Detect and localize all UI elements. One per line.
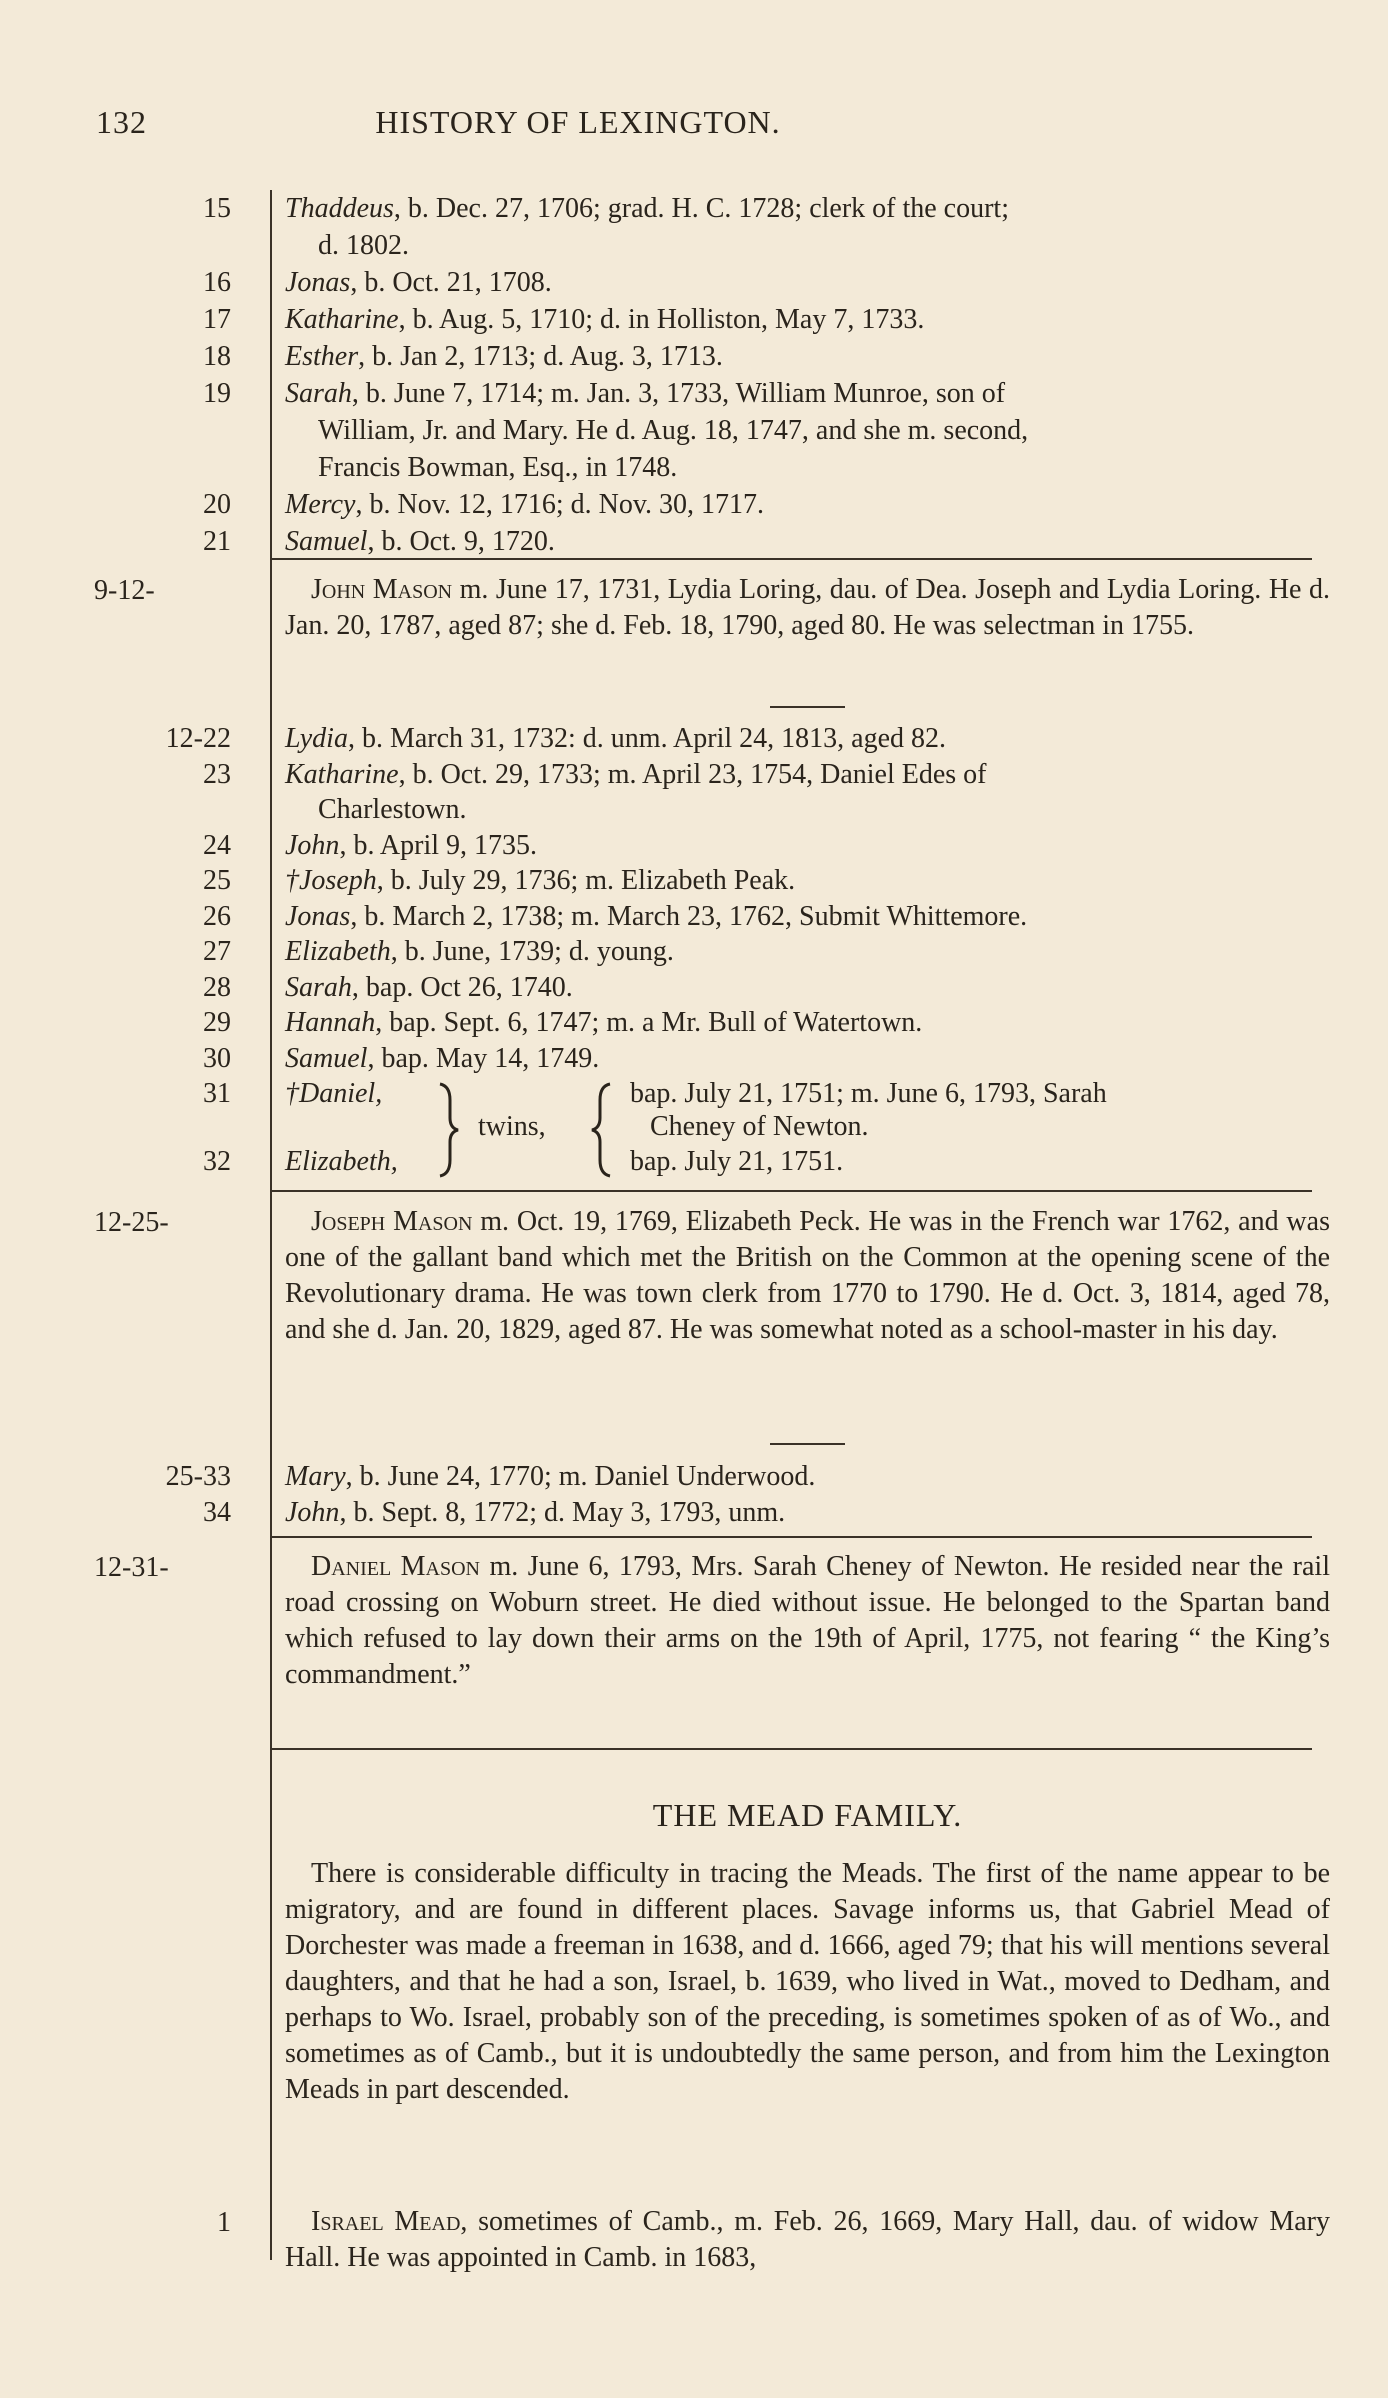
entry-number: 25 [203, 865, 231, 896]
margin-rule [270, 190, 272, 2260]
generation-number: 12-25- [94, 1207, 169, 1238]
entry-number: 21 [203, 526, 231, 557]
entry-number: 20 [203, 489, 231, 520]
entry-number: 15 [203, 193, 231, 224]
running-title: HISTORY OF LEXINGTON. [375, 104, 781, 140]
child-name: John [285, 1497, 340, 1528]
entry-number: 31 [203, 1078, 231, 1109]
entry-number: 29 [203, 1007, 231, 1038]
entry-number: 19 [203, 378, 231, 409]
entry-text: Thaddeus, b. Dec. 27, 1706; grad. H. C. 1728; clerk of the court; [285, 193, 1009, 224]
child-name: Elizabeth, [285, 1146, 398, 1177]
entry-number: 28 [203, 971, 231, 1003]
child-name: †Joseph [285, 865, 377, 896]
entry-text: Katharine, b. Aug. 5, 1710; d. in Holliston, May 7, 1733. [285, 304, 925, 335]
entry-number: 12-22 [165, 723, 231, 754]
entry-text: Lydia, b. March 31, 1732: d. unm. April 24, 1813, aged 82. [285, 723, 947, 754]
divider [272, 558, 1312, 560]
entry-number: 27 [203, 936, 231, 967]
twins-label: twins, [478, 1111, 546, 1142]
entry-text: Mary, b. June 24, 1770; m. Daniel Underwood. [285, 1461, 816, 1492]
entry-number: 23 [203, 758, 231, 790]
entry-text: Mercy, b. Nov. 12, 1716; d. Nov. 30, 1717. [285, 489, 765, 520]
child-name: Katharine [285, 758, 399, 790]
right-brace [588, 1080, 614, 1180]
child-name: Sarah [285, 378, 352, 409]
child-name: Thaddeus [285, 193, 394, 224]
entry-text: John, b. April 9, 1735. [285, 829, 537, 861]
child-name: John [285, 829, 340, 861]
child-name: Jonas [285, 267, 351, 298]
page-header [96, 104, 1060, 148]
entry-text: Jonas, b. Oct. 21, 1708. [285, 267, 552, 298]
entry-number: 24 [203, 829, 231, 861]
entry-number: 34 [203, 1497, 231, 1528]
entry-text: Charlestown. [318, 794, 467, 825]
child-name: Esther [285, 341, 359, 372]
short-divider [770, 706, 845, 708]
twins-text-line: bap. July 21, 1751. [630, 1146, 844, 1177]
divider [272, 1748, 1312, 1750]
entry-text: †Joseph, b. July 29, 1736; m. Elizabeth Peak. [285, 865, 796, 896]
entry-text: Esther, b. Jan 2, 1713; d. Aug. 3, 1713. [285, 341, 723, 372]
child-name: Mercy [285, 489, 356, 520]
child-name: Samuel [285, 1042, 368, 1074]
john-mason-paragraph: John Mason m. June 17, 1731, Lydia Loring, dau. of Dea. Joseph and Lydia Loring. He d. Jan. 20, 1787, aged 87; she d. Feb. 18, 1790, aged 80. He was selectman in 1755. [285, 574, 1330, 641]
child-name: Elizabeth [285, 936, 391, 967]
entry-number: 1 [217, 2207, 231, 2238]
entry-text: Jonas, b. March 2, 1738; m. March 23, 1762, Submit Whittemore. [285, 900, 1028, 932]
child-name: †Daniel, [285, 1078, 383, 1109]
generation-number: 12-31- [94, 1552, 169, 1583]
divider [272, 1536, 1312, 1538]
child-name: Hannah [285, 1007, 376, 1038]
entry-text: John, b. Sept. 8, 1772; d. May 3, 1793, unm. [285, 1497, 786, 1528]
entry-number: 16 [203, 267, 231, 298]
short-divider [770, 1443, 845, 1445]
entry-number: 26 [203, 900, 231, 932]
entry-text: Sarah, bap. Oct 26, 1740. [285, 971, 573, 1003]
twins-text-line: bap. July 21, 1751; m. June 6, 1793, Sarah [630, 1078, 1107, 1109]
joseph-mason-paragraph: Joseph Mason m. Oct. 19, 1769, Elizabeth Peck. He was in the French war 1762, and was one of the gallant band which met the British on the Common at the opening scene of the Revolutionary drama. He was town clerk from 1770 to 1790. He d. Oct. 3, 1814, aged 78, and she d. Jan. 20, 1829, aged 87. He was somewhat noted as a school-master in his day. [285, 1206, 1330, 1345]
entry-text: Sarah, b. June 7, 1714; m. Jan. 3, 1733, William Munroe, son of [285, 378, 1006, 409]
divider [272, 1190, 1312, 1192]
entry-number: 30 [203, 1042, 231, 1074]
entry-number: 17 [203, 304, 231, 335]
child-name: Mary [285, 1461, 346, 1492]
entry-text: Katharine, b. Oct. 29, 1733; m. April 23, 1754, Daniel Edes of [285, 758, 987, 790]
entry-text: Francis Bowman, Esq., in 1748. [318, 452, 678, 483]
twins-text-line: Cheney of Newton. [650, 1111, 869, 1142]
child-name: Jonas [285, 900, 351, 932]
child-name: Katharine [285, 304, 399, 335]
left-brace [436, 1080, 462, 1180]
generation-number: 9-12- [94, 575, 155, 606]
mead-intro-paragraph: There is considerable difficulty in tracing the Meads. The first of the name appear to be migratory, and are found in different places. Savage informs us, that Gabriel Mead of Dorchester was made a freeman in 1638, and d. 1666, aged 79; that his will mentions several daughters, and that he had a son, Israel, b. 1639, who lived in Wat., moved to Dedham, and perhaps to Wo. Israel, probably son of the preceding, is sometimes spoken of as of Wo., and sometimes as of Camb., but it is undoubtedly the same person, and from him the Lexington Meads in part descended. [285, 1858, 1330, 2105]
entry-number: 18 [203, 341, 231, 372]
section-title: THE MEAD FAMILY. [652, 1797, 963, 1833]
child-name: Sarah [285, 971, 352, 1003]
entry-number: 32 [203, 1146, 231, 1177]
entry-text: Elizabeth, b. June, 1739; d. young. [285, 936, 674, 967]
child-name: Samuel [285, 526, 368, 557]
entry-text: Samuel, bap. May 14, 1749. [285, 1042, 600, 1074]
entry-number: 25-33 [165, 1461, 231, 1492]
entry-text: Samuel, b. Oct. 9, 1720. [285, 526, 555, 557]
entry-text: d. 1802. [318, 230, 409, 261]
child-name: Lydia [285, 723, 348, 754]
entry-text: William, Jr. and Mary. He d. Aug. 18, 1747, and she m. second, [318, 415, 1029, 446]
entry-text: Hannah, bap. Sept. 6, 1747; m. a Mr. Bull of Watertown. [285, 1007, 923, 1038]
israel-mead-paragraph: Israel Mead, sometimes of Camb., m. Feb. 26, 1669, Mary Hall, dau. of widow Mary Hall. He was appointed in Camb. in 1683, [285, 2206, 1330, 2273]
page-number: 132 [96, 104, 147, 140]
daniel-mason-paragraph: Daniel Mason m. June 6, 1793, Mrs. Sarah Cheney of Newton. He resided near the rail road crossing on Woburn street. He died without issue. He belonged to the Spartan band which refused to lay down their arms on the 19th of April, 1775, not fearing “ the King’s commandment.” [285, 1551, 1330, 1690]
